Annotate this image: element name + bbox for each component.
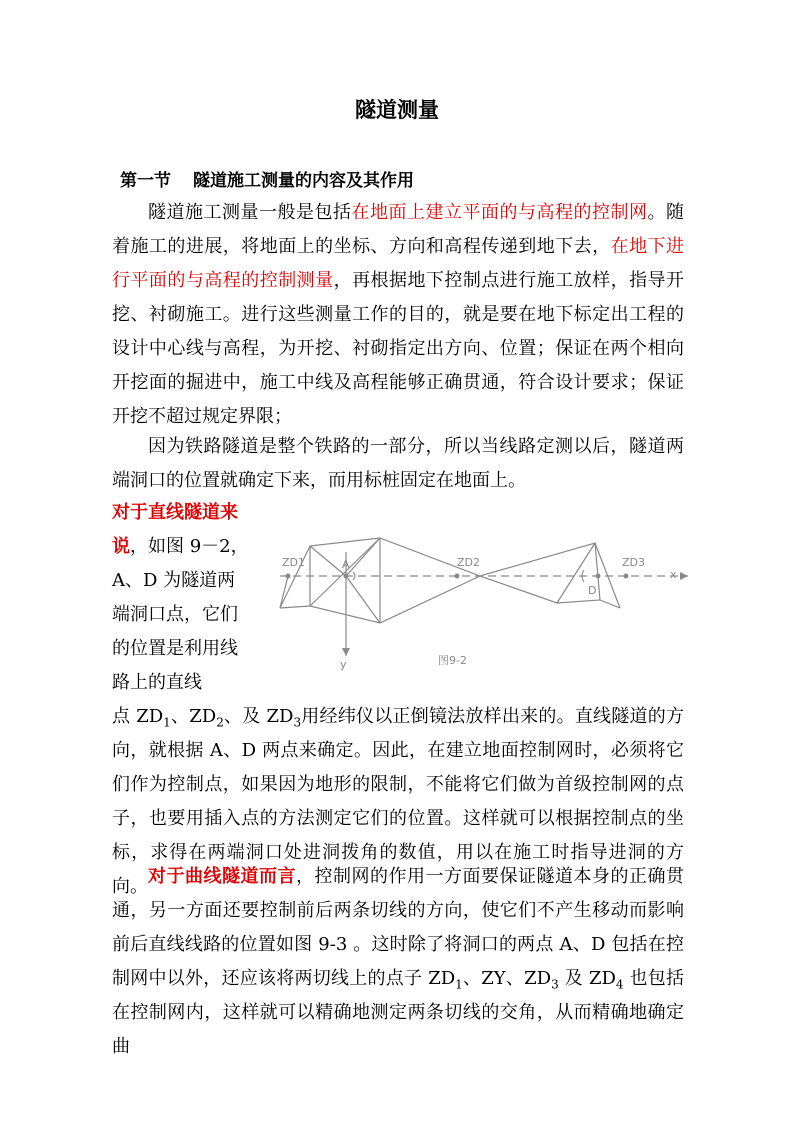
point-a <box>344 574 349 579</box>
network-edge <box>280 606 310 608</box>
subscript: 2 <box>216 715 224 730</box>
figure-9-2 <box>270 528 698 688</box>
point-zd1 <box>286 574 291 579</box>
para5-text-d: 及 ZD <box>558 968 616 989</box>
point-d <box>596 574 601 579</box>
label-d: D <box>588 584 597 597</box>
figure-caption: 图9-2 <box>438 654 467 667</box>
portal-a-mark <box>353 572 355 580</box>
label-zd1: ZD1 <box>282 556 306 569</box>
para5-text-b: ，控制网的作用一方面要保证隧道本身的正确贯通，另一方面还要控制前后两条切线的方向，使它们不产生移动而影响前后直线线路的位置如图 9-3 。这时除了将洞口的两点 A、D 包括在控制网中以外，还应该将两切线上的点子 ZD <box>112 866 684 989</box>
y-axis-arrow <box>342 648 350 656</box>
network-edge <box>310 546 346 576</box>
paragraph-5 <box>112 860 684 1064</box>
para3-text: ，如图 9－2，A、D 为隧道两端洞口点，它们的位置是利用线路上的直线 <box>112 536 249 693</box>
subscript: 1 <box>163 715 171 730</box>
paragraph-2: 因为铁路隧道是整个铁路的一部分，所以当线路定测以后，隧道两端洞口的位置就确定下来，而用标桩固定在地面上。 <box>112 436 684 491</box>
section-number: 第一节 <box>120 171 171 191</box>
para4-text-b: 、ZD <box>170 706 217 727</box>
page-title: 隧道测量 <box>355 98 439 122</box>
subscript: 1 <box>455 977 463 992</box>
point-zd2 <box>455 574 460 579</box>
para4-text-c: 、及 ZD <box>223 706 294 727</box>
para1-text-a: 隧道施工测量一般是包括 <box>148 202 352 223</box>
label-zd2: ZD2 <box>457 556 481 569</box>
x-axis-arrow <box>680 572 688 580</box>
subscript: 3 <box>293 715 302 730</box>
para4-text-d: 用经纬仪以正倒镜法放样出来的。直线隧道的方向，就根据 A、D 两点来确定。因此，在建立地面控制网时，必须将它们作为控制点，如果因为地形的限制，不能将它们做为首级控制网的点子，也要用插入点的方法测定它们的位置。这样就可以根据控制点的坐标，求得在两端洞口处进洞拨角的数值，用以在施工时指导进洞的方向。 <box>112 706 684 897</box>
section-heading <box>120 166 414 191</box>
paragraph-3 <box>112 496 252 700</box>
label-zd3: ZD3 <box>622 556 646 569</box>
point-zd3 <box>624 574 629 579</box>
para4-text-a: 点 ZD <box>112 706 164 727</box>
para1-text-c: 。随着施工的进展，将地面上的坐标、方向和高程传递到地下去， <box>112 202 684 257</box>
label-y-axis: y <box>340 658 347 671</box>
network-edge <box>310 538 380 606</box>
para3-highlight: 对于直线隧道来说 <box>112 502 238 557</box>
para5-highlight: 对于曲线隧道而言 <box>148 866 296 887</box>
para1-highlight-1: 在地面上建立平面的与高程的控制网 <box>351 202 648 223</box>
control-network-outline <box>310 538 600 623</box>
paragraph-1 <box>112 196 684 434</box>
para5-text-c: 、ZY、ZD <box>462 968 552 989</box>
section-title: 隧道施工测量的内容及其作用 <box>193 171 414 191</box>
subscript: 4 <box>615 977 624 992</box>
para1-text-e: ，再根据地下控制点进行施工放样，指导开挖、衬砌施工。进行这些测量工作的目的，就是要在地下标定出工程的设计中心线与高程，为开挖、衬砌指定出方向、位置；保证在两个相向开挖面的掘进中，施工中线及高程能够正确贯通，符合设计要求；保证开挖不超过规定界限； <box>112 270 685 427</box>
label-a: A <box>342 558 350 571</box>
subscript: 3 <box>551 977 559 992</box>
para5-text-e: 也包括在控制网内，这样就可以精确地测定两条切线的交角，从而精确地确定曲 <box>112 968 684 1057</box>
network-edge <box>280 576 288 608</box>
para1-highlight-2: 在地下进行平面的与高程的控制测量 <box>112 236 685 291</box>
label-x-axis: x <box>670 568 677 581</box>
